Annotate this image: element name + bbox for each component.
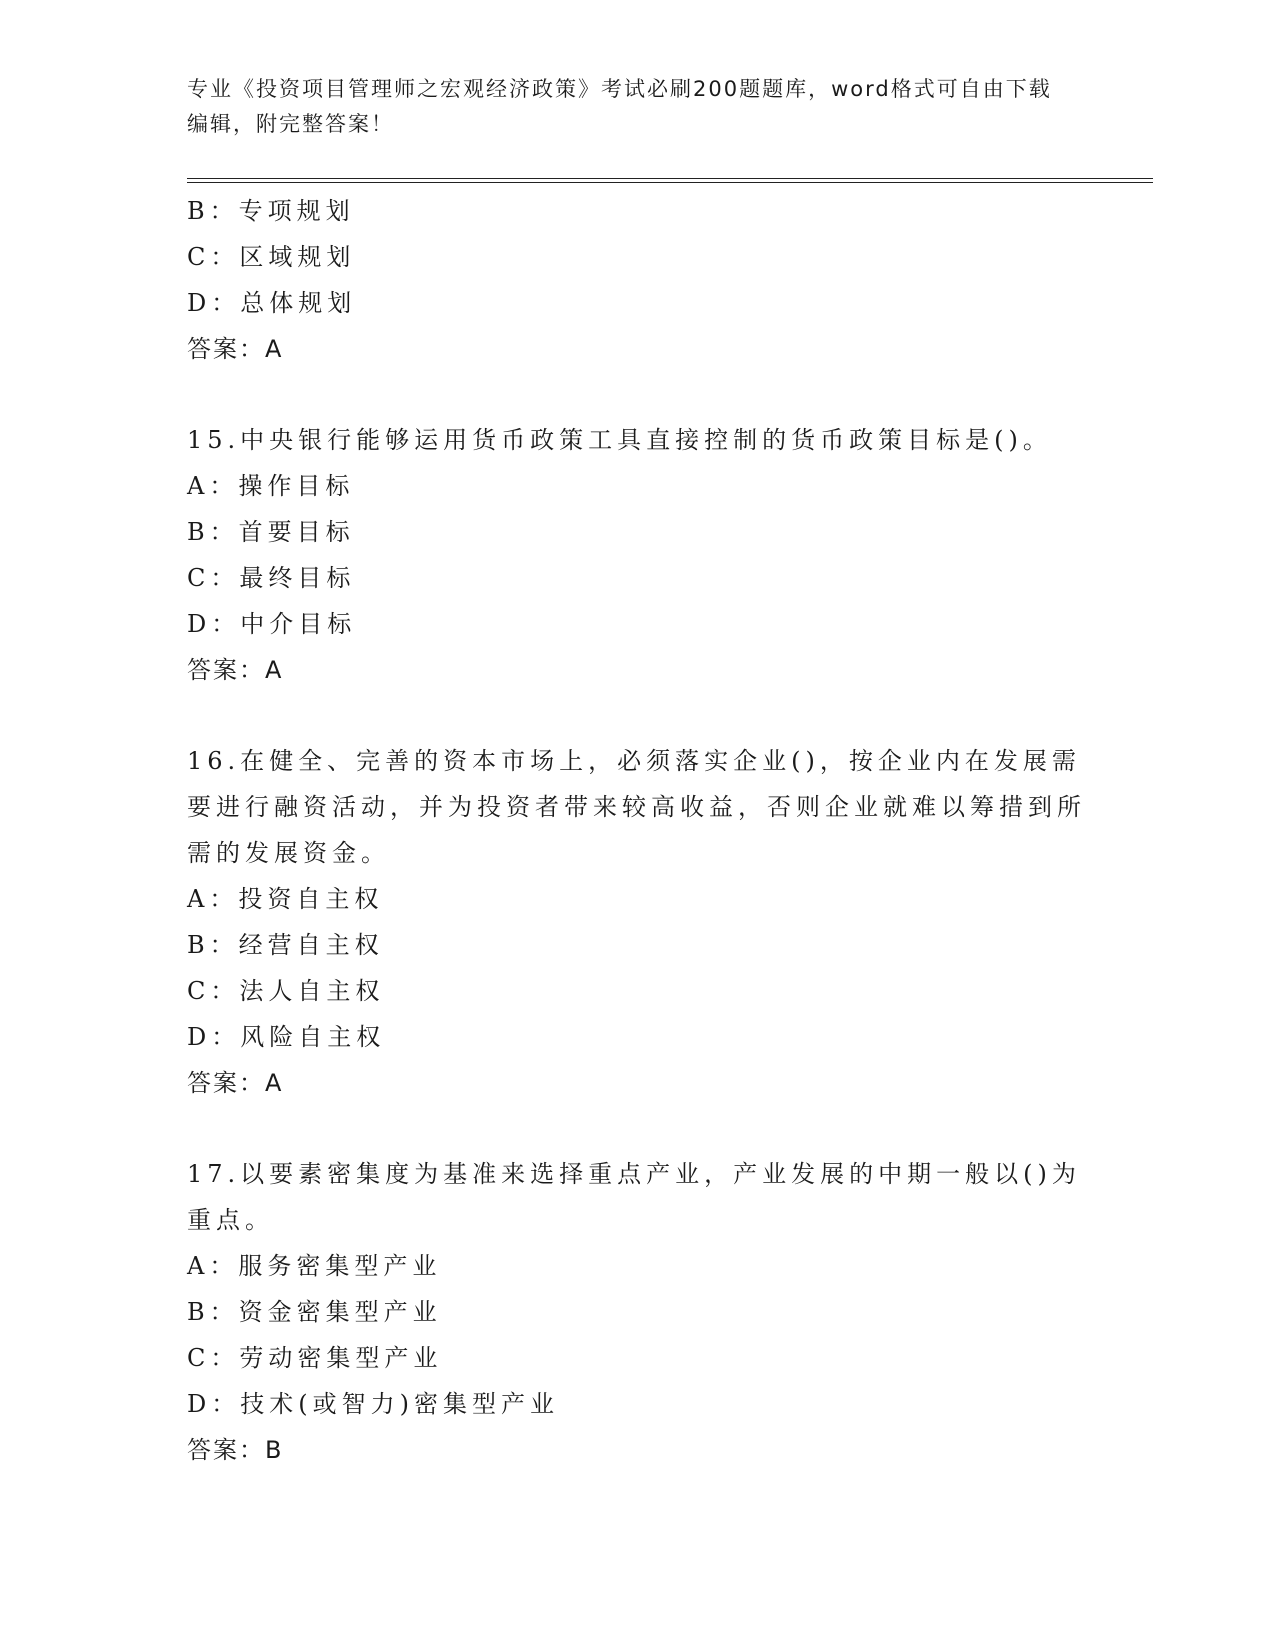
document-header: 专业《投资项目管理师之宏观经济政策》考试必刷200题题库，word格式可自由下载编辑，附完整答案！ xyxy=(187,77,1052,136)
question-16 xyxy=(187,738,1087,1106)
option-b: B：首要目标 xyxy=(187,518,355,546)
question-gap xyxy=(187,693,1087,738)
question-text: 16.在健全、完善的资本市场上，必须落实企业()，按企业内在发展需要进行融资活动，并为投资者带来较高收益，否则企业就难以筹措到所需的发展资金。 xyxy=(187,747,1086,867)
option-c: C：法人自主权 xyxy=(187,977,385,1005)
question-text: 15.中央银行能够运用货币政策工具直接控制的货币政策目标是()。 xyxy=(187,426,1052,454)
option-b: B：经营自主权 xyxy=(187,931,384,959)
question-text: 17.以要素密集度为基准来选择重点产业，产业发展的中期一般以()为重点。 xyxy=(187,1160,1081,1234)
option-c: C：最终目标 xyxy=(187,564,356,592)
option-c: C：区域规划 xyxy=(187,243,356,271)
question-content xyxy=(187,188,1087,1473)
answer-line: 答案：A xyxy=(187,335,284,363)
question-15 xyxy=(187,417,1087,693)
answer-line: 答案：B xyxy=(187,1436,284,1464)
option-d: D：中介目标 xyxy=(187,610,357,638)
option-b: B：资金密集型产业 xyxy=(187,1298,442,1326)
question-gap xyxy=(187,372,1087,417)
answer-line: 答案：A xyxy=(187,1069,284,1097)
question-gap xyxy=(187,1106,1087,1151)
option-b: B：专项规划 xyxy=(187,197,355,225)
option-c: C：劳动密集型产业 xyxy=(187,1344,443,1372)
header-rule xyxy=(187,178,1153,183)
question-17 xyxy=(187,1151,1087,1473)
carryover-question xyxy=(187,188,1087,372)
option-d: D：总体规划 xyxy=(187,289,357,317)
answer-line: 答案：A xyxy=(187,656,284,684)
option-a: A：服务密集型产业 xyxy=(187,1252,442,1280)
option-a: A：投资自主权 xyxy=(187,885,384,913)
option-d: D：风险自主权 xyxy=(187,1023,386,1051)
option-a: A：操作目标 xyxy=(187,472,355,500)
option-d: D：技术(或智力)密集型产业 xyxy=(187,1390,559,1418)
